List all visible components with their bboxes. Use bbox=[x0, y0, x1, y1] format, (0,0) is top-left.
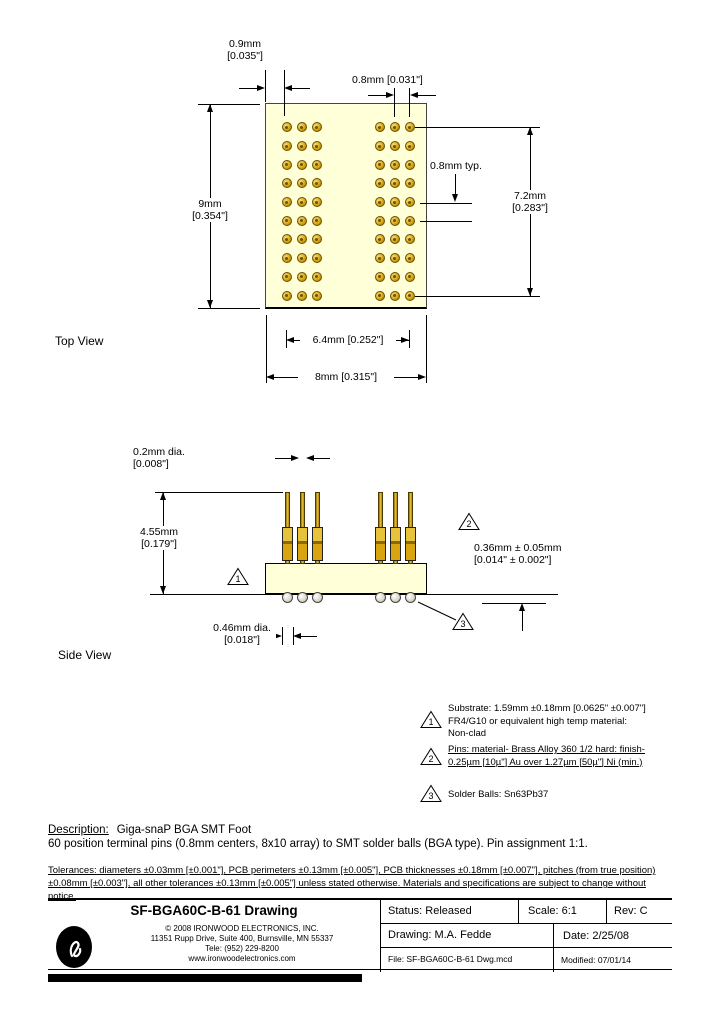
pin-cell bbox=[279, 118, 294, 137]
pin-cell bbox=[279, 193, 294, 212]
svg-text:2: 2 bbox=[466, 519, 472, 529]
terminal-pin-top-view bbox=[312, 291, 322, 301]
arrow-up-icon bbox=[527, 127, 533, 135]
terminal-pin-top-view bbox=[297, 178, 307, 188]
svg-text:3: 3 bbox=[428, 791, 434, 801]
drawn-by-field: Drawing: M.A. Fedde bbox=[388, 929, 492, 941]
note-marker-1 bbox=[227, 567, 249, 586]
pin-core bbox=[408, 126, 411, 129]
pin-core bbox=[393, 275, 396, 278]
ext-line bbox=[394, 88, 395, 117]
pin-cell bbox=[402, 174, 417, 193]
terminal-pin-top-view bbox=[375, 234, 385, 244]
terminal-pin-top-view bbox=[390, 122, 400, 132]
ext-line bbox=[282, 627, 283, 645]
solder-ball bbox=[390, 592, 401, 603]
pin-core bbox=[300, 238, 303, 241]
pin-array-right bbox=[372, 118, 417, 305]
terminal-pin-top-view bbox=[312, 253, 322, 263]
pin-core bbox=[378, 257, 381, 260]
dim-line bbox=[239, 88, 257, 89]
terminal-pin-top-view bbox=[405, 141, 415, 151]
pin-core bbox=[285, 275, 288, 278]
pin-core bbox=[378, 163, 381, 166]
dim-line bbox=[314, 458, 330, 459]
pin-core bbox=[393, 163, 396, 166]
pin-cell bbox=[372, 155, 387, 174]
terminal-pin-top-view bbox=[297, 234, 307, 244]
pin-cell bbox=[402, 155, 417, 174]
ext-line bbox=[420, 221, 472, 222]
divider bbox=[518, 900, 519, 923]
solder-ball bbox=[405, 592, 416, 603]
pin-cell bbox=[294, 193, 309, 212]
ext-line bbox=[409, 330, 410, 348]
terminal-pin-top-view bbox=[375, 160, 385, 170]
pin-cell bbox=[372, 174, 387, 193]
ext-line bbox=[266, 315, 267, 383]
terminal-pin-top-view bbox=[297, 216, 307, 226]
divider bbox=[380, 923, 672, 924]
pin-core bbox=[408, 294, 411, 297]
solder-ball bbox=[312, 592, 323, 603]
pin-core bbox=[285, 126, 288, 129]
arrow-left-icon bbox=[410, 92, 418, 98]
terminal-pin-top-view bbox=[297, 160, 307, 170]
pin-cell bbox=[387, 193, 402, 212]
arrow-right-icon bbox=[291, 455, 299, 461]
arrow-down-icon bbox=[452, 194, 458, 202]
pin-core bbox=[408, 201, 411, 204]
file-field: File: SF-BGA60C-B-61 Dwg.mcd bbox=[388, 954, 513, 964]
company-logo bbox=[56, 926, 92, 968]
seating-plane-line bbox=[150, 594, 558, 595]
pin-cell bbox=[309, 268, 324, 287]
terminal-pin-top-view bbox=[405, 234, 415, 244]
pin-core bbox=[300, 182, 303, 185]
pin-cell bbox=[294, 118, 309, 137]
terminal-pin-top-view bbox=[390, 197, 400, 207]
pin-core bbox=[315, 238, 318, 241]
pin-core bbox=[285, 201, 288, 204]
pin-cell bbox=[309, 174, 324, 193]
terminal-pin-top-view bbox=[297, 141, 307, 151]
pin-core bbox=[285, 294, 288, 297]
pin-cell bbox=[402, 193, 417, 212]
pin-core bbox=[378, 201, 381, 204]
pin-core bbox=[285, 238, 288, 241]
dim-4_55mm: 4.55mm [0.179"] bbox=[130, 526, 188, 550]
terminal-pin-top-view bbox=[297, 122, 307, 132]
ext-line bbox=[155, 492, 283, 493]
arrow-down-icon bbox=[160, 586, 166, 594]
terminal-pin-top-view bbox=[312, 122, 322, 132]
note-substrate: Substrate: 1.59mm ±0.18mm [0.0625" ±0.007"] FR4/G10 or equivalent high temp material: Non-clad bbox=[448, 703, 646, 739]
pin-core bbox=[315, 182, 318, 185]
terminal-pin-top-view bbox=[405, 291, 415, 301]
pin-core bbox=[408, 275, 411, 278]
pin-cell bbox=[279, 174, 294, 193]
pin-cell bbox=[309, 155, 324, 174]
terminal-pin-top-view bbox=[282, 122, 292, 132]
terminal-pin-top-view bbox=[390, 141, 400, 151]
pin-core bbox=[315, 219, 318, 222]
pin-core bbox=[393, 219, 396, 222]
pin-cell bbox=[279, 249, 294, 268]
terminal-pin-top-view bbox=[390, 253, 400, 263]
terminal-pin-top-view bbox=[390, 160, 400, 170]
pin-cell bbox=[309, 249, 324, 268]
ext-line bbox=[198, 104, 260, 105]
pin-core bbox=[393, 238, 396, 241]
terminal-pin-top-view bbox=[297, 253, 307, 263]
terminal-pin-top-view bbox=[390, 234, 400, 244]
dim-6_4mm: 6.4mm [0.252"] bbox=[300, 334, 396, 346]
terminal-pin-top-view bbox=[312, 141, 322, 151]
pin-core bbox=[315, 145, 318, 148]
pin-core bbox=[285, 257, 288, 260]
pin-cell bbox=[372, 137, 387, 156]
pin-core bbox=[285, 182, 288, 185]
pin-cell bbox=[387, 155, 402, 174]
pin-cell bbox=[372, 249, 387, 268]
pin-cell bbox=[372, 286, 387, 305]
leader-line bbox=[455, 174, 456, 194]
pin-cell bbox=[309, 137, 324, 156]
pin-cell bbox=[279, 230, 294, 249]
ext-line bbox=[426, 315, 427, 383]
ext-line bbox=[284, 70, 285, 116]
pin-core bbox=[393, 201, 396, 204]
arrow-up-icon bbox=[207, 104, 213, 112]
pin-core bbox=[408, 163, 411, 166]
pin-core bbox=[408, 238, 411, 241]
date-field: Date: 2/25/08 bbox=[563, 930, 630, 942]
terminal-pin-top-view bbox=[282, 272, 292, 282]
ext-line bbox=[198, 308, 260, 309]
description-section bbox=[48, 823, 688, 851]
description-body: 60 position terminal pins (0.8mm centers, 8x10 array) to SMT solder balls (BGA type). Pin assignment 1:1. bbox=[48, 838, 588, 850]
company-info: © 2008 IRONWOOD ELECTRONICS, INC. 11351 Rupp Drive, Suite 400, Burnsville, MN 55337 Tele: (952) 229-8200 www.ironwoodelectronics.com bbox=[150, 924, 334, 963]
pin-cell bbox=[402, 268, 417, 287]
terminal-pin-top-view bbox=[375, 178, 385, 188]
arrow-left-icon bbox=[286, 337, 294, 343]
pin-core bbox=[378, 182, 381, 185]
pin-cell bbox=[387, 230, 402, 249]
terminal-pin-top-view bbox=[282, 216, 292, 226]
pin-core bbox=[378, 126, 381, 129]
dim-0_8mm: 0.8mm [0.031"] bbox=[352, 74, 423, 86]
pin-cell bbox=[279, 137, 294, 156]
note-pins: Pins: material- Brass Alloy 360 1/2 hard: finish- 0.25µm [10µ"] Au over 1.27µm [50µ"] Ni (min.) bbox=[448, 744, 645, 768]
terminal-pin-top-view bbox=[405, 197, 415, 207]
terminal-pin-top-view bbox=[390, 178, 400, 188]
terminal-pin-top-view bbox=[375, 216, 385, 226]
arrow-up-icon bbox=[160, 492, 166, 500]
terminal-pin-top-view bbox=[282, 141, 292, 151]
dim-0_46mm: 0.46mm dia. [0.018"] bbox=[208, 622, 276, 646]
title-block bbox=[48, 898, 672, 970]
pin-core bbox=[300, 126, 303, 129]
pin-core bbox=[408, 219, 411, 222]
modified-field: Modified: 07/01/14 bbox=[561, 955, 631, 965]
terminal-pin-top-view bbox=[312, 216, 322, 226]
pin-core bbox=[285, 145, 288, 148]
pin-cell bbox=[294, 174, 309, 193]
tolerances-text: diameters ±0.03mm [±0.001"], PCB perimeters ±0.13mm [±0.005"], PCB thicknesses ±0.18mm [±0.007"], pitches (from true position) ±0.08mm [±0.003"], all other tolerances ±0.13mm [±0.005"] unless stated otherwise. Materials and specifications are subject to change without notice. bbox=[48, 865, 656, 902]
ext-line bbox=[415, 296, 540, 297]
pin-cell bbox=[279, 155, 294, 174]
pin-cell bbox=[402, 286, 417, 305]
terminal-pin-top-view bbox=[405, 272, 415, 282]
pin-core bbox=[393, 145, 396, 148]
divider bbox=[606, 900, 607, 923]
svg-text:1: 1 bbox=[235, 574, 241, 584]
side-pin-collar bbox=[390, 527, 401, 561]
pin-core bbox=[300, 294, 303, 297]
solder-ball bbox=[282, 592, 293, 603]
note-marker-3 bbox=[420, 784, 442, 803]
pin-cell bbox=[387, 286, 402, 305]
terminal-pin-top-view bbox=[312, 178, 322, 188]
pin-core bbox=[393, 182, 396, 185]
ext-line bbox=[265, 70, 266, 102]
scale-field: Scale: 6:1 bbox=[528, 905, 577, 917]
pin-cell bbox=[294, 249, 309, 268]
pin-cell bbox=[372, 193, 387, 212]
pin-cell bbox=[387, 137, 402, 156]
ext-line bbox=[482, 603, 546, 604]
pin-core bbox=[300, 201, 303, 204]
terminal-pin-top-view bbox=[282, 291, 292, 301]
arrow-up-icon bbox=[519, 603, 525, 611]
terminal-pin-top-view bbox=[312, 197, 322, 207]
divider bbox=[553, 923, 554, 972]
note-marker-2 bbox=[458, 512, 480, 531]
pin-cell bbox=[402, 211, 417, 230]
dim-line bbox=[301, 636, 317, 637]
arrow-right-icon bbox=[257, 85, 265, 91]
dim-0_8mm-typ: 0.8mm typ. bbox=[430, 160, 482, 172]
description-label: Description: bbox=[48, 824, 109, 836]
terminal-pin-top-view bbox=[282, 178, 292, 188]
terminal-pin-top-view bbox=[312, 272, 322, 282]
terminal-pin-top-view bbox=[405, 253, 415, 263]
side-pin-collar bbox=[312, 527, 323, 561]
pin-core bbox=[315, 275, 318, 278]
pin-core bbox=[393, 126, 396, 129]
dim-0_2mm: 0.2mm dia. [0.008"] bbox=[133, 446, 185, 470]
pin-core bbox=[300, 275, 303, 278]
pin-core bbox=[315, 294, 318, 297]
status-field: Status: Released bbox=[388, 905, 472, 917]
pin-cell bbox=[387, 211, 402, 230]
pin-cell bbox=[294, 155, 309, 174]
pin-core bbox=[408, 145, 411, 148]
terminal-pin-top-view bbox=[312, 160, 322, 170]
dim-line bbox=[522, 611, 523, 631]
arrow-right-icon bbox=[386, 92, 394, 98]
solder-ball bbox=[375, 592, 386, 603]
ext-line bbox=[420, 203, 472, 204]
dim-7_2mm: 7.2mm [0.283"] bbox=[502, 190, 558, 214]
pin-core bbox=[300, 257, 303, 260]
pin-core bbox=[378, 294, 381, 297]
pin-core bbox=[300, 219, 303, 222]
dim-line bbox=[275, 458, 291, 459]
terminal-pin-top-view bbox=[282, 197, 292, 207]
pin-cell bbox=[402, 137, 417, 156]
terminal-pin-top-view bbox=[405, 122, 415, 132]
pin-cell bbox=[372, 211, 387, 230]
dim-line bbox=[418, 95, 436, 96]
pin-cell bbox=[294, 286, 309, 305]
pin-cell bbox=[294, 268, 309, 287]
pin-core bbox=[393, 294, 396, 297]
terminal-pin-top-view bbox=[297, 197, 307, 207]
pin-cell bbox=[309, 286, 324, 305]
terminal-pin-top-view bbox=[375, 272, 385, 282]
terminal-pin-top-view bbox=[405, 216, 415, 226]
pin-cell bbox=[387, 174, 402, 193]
pin-core bbox=[408, 182, 411, 185]
svg-text:3: 3 bbox=[460, 619, 466, 629]
terminal-pin-top-view bbox=[375, 291, 385, 301]
terminal-pin-top-view bbox=[390, 216, 400, 226]
arrow-down-icon bbox=[527, 288, 533, 296]
terminal-pin-top-view bbox=[390, 291, 400, 301]
arrow-down-icon bbox=[207, 300, 213, 308]
terminal-pin-top-view bbox=[375, 253, 385, 263]
dim-line bbox=[292, 88, 310, 89]
pin-core bbox=[378, 145, 381, 148]
dim-0_36mm: 0.36mm ± 0.05mm [0.014" ± 0.002"] bbox=[474, 542, 562, 566]
pin-core bbox=[300, 163, 303, 166]
svg-text:2: 2 bbox=[428, 754, 434, 764]
pin-cell bbox=[309, 211, 324, 230]
terminal-pin-top-view bbox=[282, 160, 292, 170]
pin-core bbox=[315, 201, 318, 204]
pin-cell bbox=[402, 249, 417, 268]
bottom-bar bbox=[48, 974, 362, 982]
solder-ball bbox=[297, 592, 308, 603]
pin-core bbox=[393, 257, 396, 260]
pin-cell bbox=[372, 118, 387, 137]
terminal-pin-top-view bbox=[297, 291, 307, 301]
pin-core bbox=[285, 163, 288, 166]
divider bbox=[380, 900, 381, 972]
arrow-right-icon bbox=[418, 374, 426, 380]
arrow-left-icon bbox=[266, 374, 274, 380]
logo-script-icon bbox=[59, 930, 89, 964]
pin-cell bbox=[309, 118, 324, 137]
pin-cell bbox=[387, 249, 402, 268]
note-marker-2 bbox=[420, 747, 442, 766]
pin-core bbox=[300, 145, 303, 148]
side-view-substrate bbox=[265, 563, 427, 594]
terminal-pin-top-view bbox=[312, 234, 322, 244]
pin-core bbox=[315, 126, 318, 129]
terminal-pin-top-view bbox=[390, 272, 400, 282]
terminal-pin-top-view bbox=[375, 141, 385, 151]
pin-cell bbox=[279, 211, 294, 230]
dim-line bbox=[368, 95, 386, 96]
dim-0_9mm: 0.9mm [0.035"] bbox=[215, 38, 275, 62]
terminal-pin-top-view bbox=[297, 272, 307, 282]
pin-cell bbox=[309, 230, 324, 249]
terminal-pin-top-view bbox=[405, 160, 415, 170]
pin-core bbox=[285, 219, 288, 222]
side-pin-collar bbox=[282, 527, 293, 561]
top-view-label: Top View bbox=[55, 334, 104, 348]
terminal-pin-top-view bbox=[282, 234, 292, 244]
pin-cell bbox=[279, 286, 294, 305]
pin-cell bbox=[294, 137, 309, 156]
pin-core bbox=[408, 257, 411, 260]
side-pin-collar bbox=[405, 527, 416, 561]
dim-8mm: 8mm [0.315"] bbox=[298, 371, 394, 383]
arrow-left-icon bbox=[306, 455, 314, 461]
pin-cell bbox=[309, 193, 324, 212]
svg-text:1: 1 bbox=[428, 717, 434, 727]
rev-field: Rev: C bbox=[614, 905, 648, 917]
divider bbox=[380, 947, 672, 948]
note-solder-balls: Solder Balls: Sn63Pb37 bbox=[448, 789, 549, 800]
terminal-pin-top-view bbox=[282, 253, 292, 263]
pin-cell bbox=[402, 230, 417, 249]
pin-core bbox=[315, 257, 318, 260]
note-marker-3 bbox=[452, 612, 474, 631]
description-title: Giga-snaP BGA SMT Foot bbox=[116, 824, 252, 836]
pin-cell bbox=[294, 211, 309, 230]
terminal-pin-top-view bbox=[375, 197, 385, 207]
pin-cell bbox=[279, 268, 294, 287]
pin-array-left bbox=[279, 118, 324, 305]
side-view-label: Side View bbox=[58, 648, 112, 662]
pin-cell bbox=[387, 268, 402, 287]
ext-line bbox=[415, 127, 540, 128]
terminal-pin-top-view bbox=[405, 178, 415, 188]
tolerances-label: Tolerances: bbox=[48, 865, 97, 876]
pin-core bbox=[378, 275, 381, 278]
arrow-left-icon bbox=[284, 85, 292, 91]
side-pin-collar bbox=[375, 527, 386, 561]
pin-cell bbox=[402, 118, 417, 137]
pin-cell bbox=[372, 268, 387, 287]
dim-9mm: 9mm [0.354"] bbox=[184, 198, 236, 222]
pin-core bbox=[378, 238, 381, 241]
terminal-pin-top-view bbox=[375, 122, 385, 132]
pin-core bbox=[378, 219, 381, 222]
pin-cell bbox=[294, 230, 309, 249]
pin-cell bbox=[387, 118, 402, 137]
arrow-left-icon bbox=[293, 633, 301, 639]
pin-core bbox=[315, 163, 318, 166]
drawing-title: SF-BGA60C-B-61 Drawing bbox=[130, 903, 298, 918]
side-pin-collar bbox=[297, 527, 308, 561]
pin-cell bbox=[372, 230, 387, 249]
note-marker-1 bbox=[420, 710, 442, 729]
